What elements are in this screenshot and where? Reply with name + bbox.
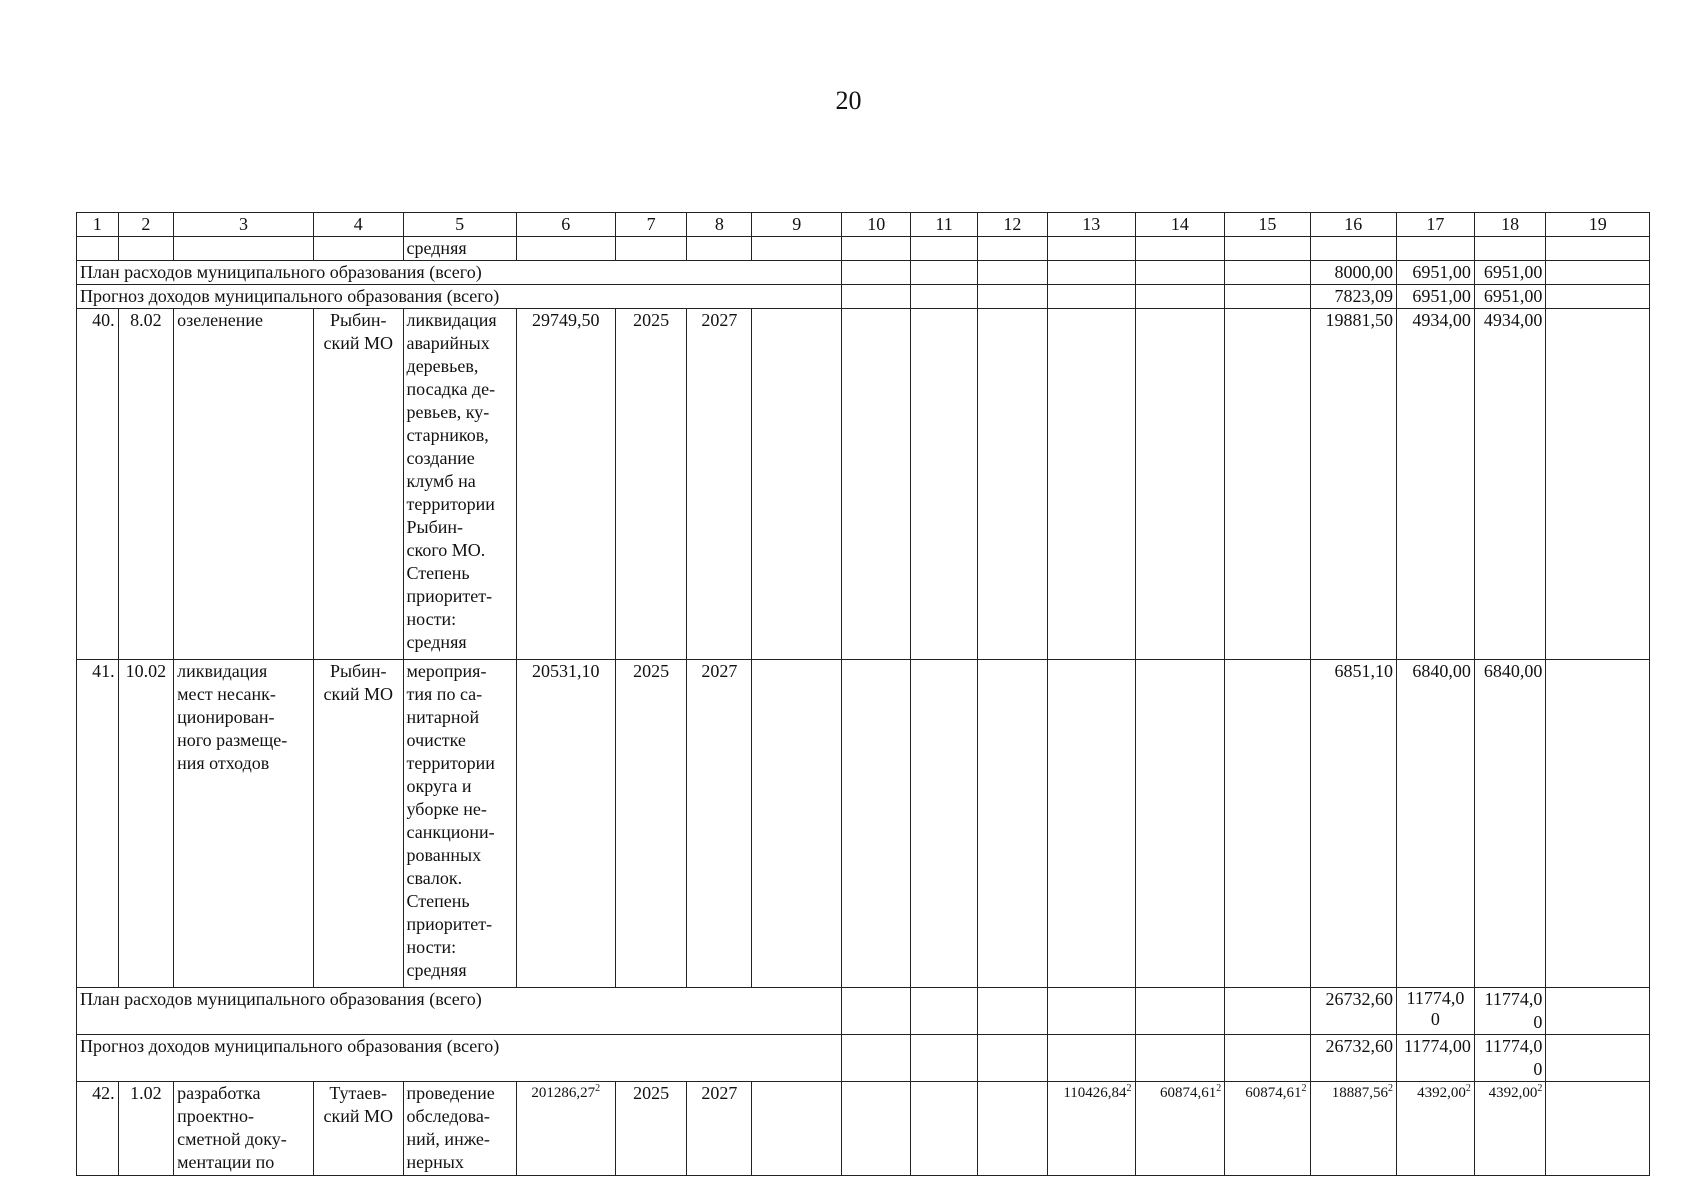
row-end-year: 2027 [687, 660, 752, 988]
row-number: 40. [77, 309, 119, 660]
continued-row [77, 237, 1650, 261]
summary-row-expenses [77, 988, 1650, 1035]
row-code: 1.02 [118, 1082, 173, 1176]
continued-text: средняя [403, 237, 516, 261]
row-start-year: 2025 [615, 660, 687, 988]
summary-label: План расходов муниципального образования (всего) [77, 261, 842, 285]
column-header: 1 [77, 213, 119, 237]
summary-value: 11774,00 [1396, 1035, 1474, 1082]
row-description: ликвидация аварийных деревьев, посадка де- ревьев, ку- старников, создание клумб на территории Рыбин- ского МО. Степень приоритет- ности: средняя [403, 309, 516, 660]
row-name: озеленение [174, 309, 314, 660]
column-number-row [77, 213, 1650, 237]
row-total: 201286,27 [531, 1085, 596, 1101]
column-header: 17 [1396, 213, 1474, 237]
column-header: 16 [1310, 213, 1396, 237]
row-total: 29749,50 [516, 309, 615, 660]
column-header: 18 [1474, 213, 1546, 237]
row-start-year: 2025 [615, 309, 687, 660]
footnote-mark: 2 [595, 1083, 601, 1094]
footnote-mark: 2 [1301, 1083, 1307, 1094]
row-value-14: 60874,61 [1159, 1085, 1217, 1101]
column-header: 3 [174, 213, 314, 237]
table-row [77, 1082, 1650, 1176]
column-header: 11 [911, 213, 977, 237]
summary-row-revenues [77, 285, 1650, 309]
row-value-17: 4392,00 [1417, 1085, 1466, 1101]
column-header: 15 [1225, 213, 1310, 237]
summary-value: 8000,00 [1310, 261, 1396, 285]
summary-label: План расходов муниципального образования (всего) [77, 988, 842, 1035]
column-header: 9 [752, 213, 842, 237]
row-value-18: 6840,00 [1474, 660, 1546, 988]
row-municipality: Тутаев- ский МО [313, 1082, 403, 1176]
row-value-16: 6851,10 [1310, 660, 1396, 988]
row-value-16: 19881,50 [1310, 309, 1396, 660]
row-number: 41. [77, 660, 119, 988]
summary-label: Прогноз доходов муниципального образования (всего) [77, 285, 842, 309]
page-number: 20 [835, 86, 862, 115]
row-value-16: 18887,56 [1331, 1085, 1388, 1101]
row-description: проведение обследова- ний, инже- нерных [403, 1082, 516, 1176]
summary-value: 6951,00 [1396, 261, 1474, 285]
table-row [77, 309, 1650, 660]
summary-value: 11774,00 [1474, 988, 1546, 1035]
row-start-year: 2025 [615, 1082, 687, 1176]
column-header: 2 [118, 213, 173, 237]
row-value-17: 4934,00 [1396, 309, 1474, 660]
column-header: 10 [842, 213, 911, 237]
row-total: 20531,10 [516, 660, 615, 988]
summary-value: 6951,00 [1396, 285, 1474, 309]
row-value-18: 4392,00 [1488, 1085, 1538, 1101]
row-value-17: 6840,00 [1396, 660, 1474, 988]
footnote-mark: 2 [1465, 1083, 1471, 1094]
footnote-mark: 2 [1387, 1083, 1393, 1094]
column-header: 4 [313, 213, 403, 237]
column-header: 8 [687, 213, 752, 237]
row-number: 42. [77, 1082, 119, 1176]
row-end-year: 2027 [687, 1082, 752, 1176]
summary-value: 6951,00 [1474, 285, 1546, 309]
summary-label: Прогноз доходов муниципального образования (всего) [77, 1035, 842, 1082]
row-value-18: 4934,00 [1474, 309, 1546, 660]
summary-value: 6951,00 [1474, 261, 1546, 285]
footnote-mark: 2 [1216, 1083, 1222, 1094]
footnote-mark: 2 [1537, 1083, 1543, 1094]
table-row [77, 660, 1650, 988]
summary-value: 11774,00 [1474, 1035, 1546, 1082]
row-value-15: 60874,61 [1245, 1085, 1302, 1101]
column-header: 6 [516, 213, 615, 237]
row-name: ликвидация мест несанк- ционирован- ного размеще- ния отходов [174, 660, 314, 988]
column-header: 13 [1048, 213, 1136, 237]
row-municipality: Рыбин- ский МО [313, 660, 403, 988]
footnote-mark: 2 [1126, 1083, 1132, 1094]
column-header: 19 [1546, 213, 1650, 237]
row-name: разработка проектно- сметной доку- ментации по [174, 1082, 314, 1176]
row-code: 8.02 [118, 309, 173, 660]
summary-value: 26732,60 [1310, 1035, 1396, 1082]
row-end-year: 2027 [687, 309, 752, 660]
summary-row-expenses [77, 261, 1650, 285]
row-value-13: 110426,84 [1063, 1085, 1127, 1101]
summary-row-revenues [77, 1035, 1650, 1082]
summary-value: 11774,0 0 [1396, 988, 1474, 1035]
row-municipality: Рыбин- ский МО [313, 309, 403, 660]
budget-table [76, 212, 1650, 1176]
column-header: 7 [615, 213, 687, 237]
summary-value: 7823,09 [1310, 285, 1396, 309]
summary-value: 26732,60 [1310, 988, 1396, 1035]
row-description: мероприя- тия по са- нитарной очистке территории округа и уборке не- санкциони- рованных свалок. Степень приоритет- ности: средняя [403, 660, 516, 988]
column-header: 12 [977, 213, 1047, 237]
row-code: 10.02 [118, 660, 173, 988]
column-header: 5 [403, 213, 516, 237]
column-header: 14 [1135, 213, 1225, 237]
